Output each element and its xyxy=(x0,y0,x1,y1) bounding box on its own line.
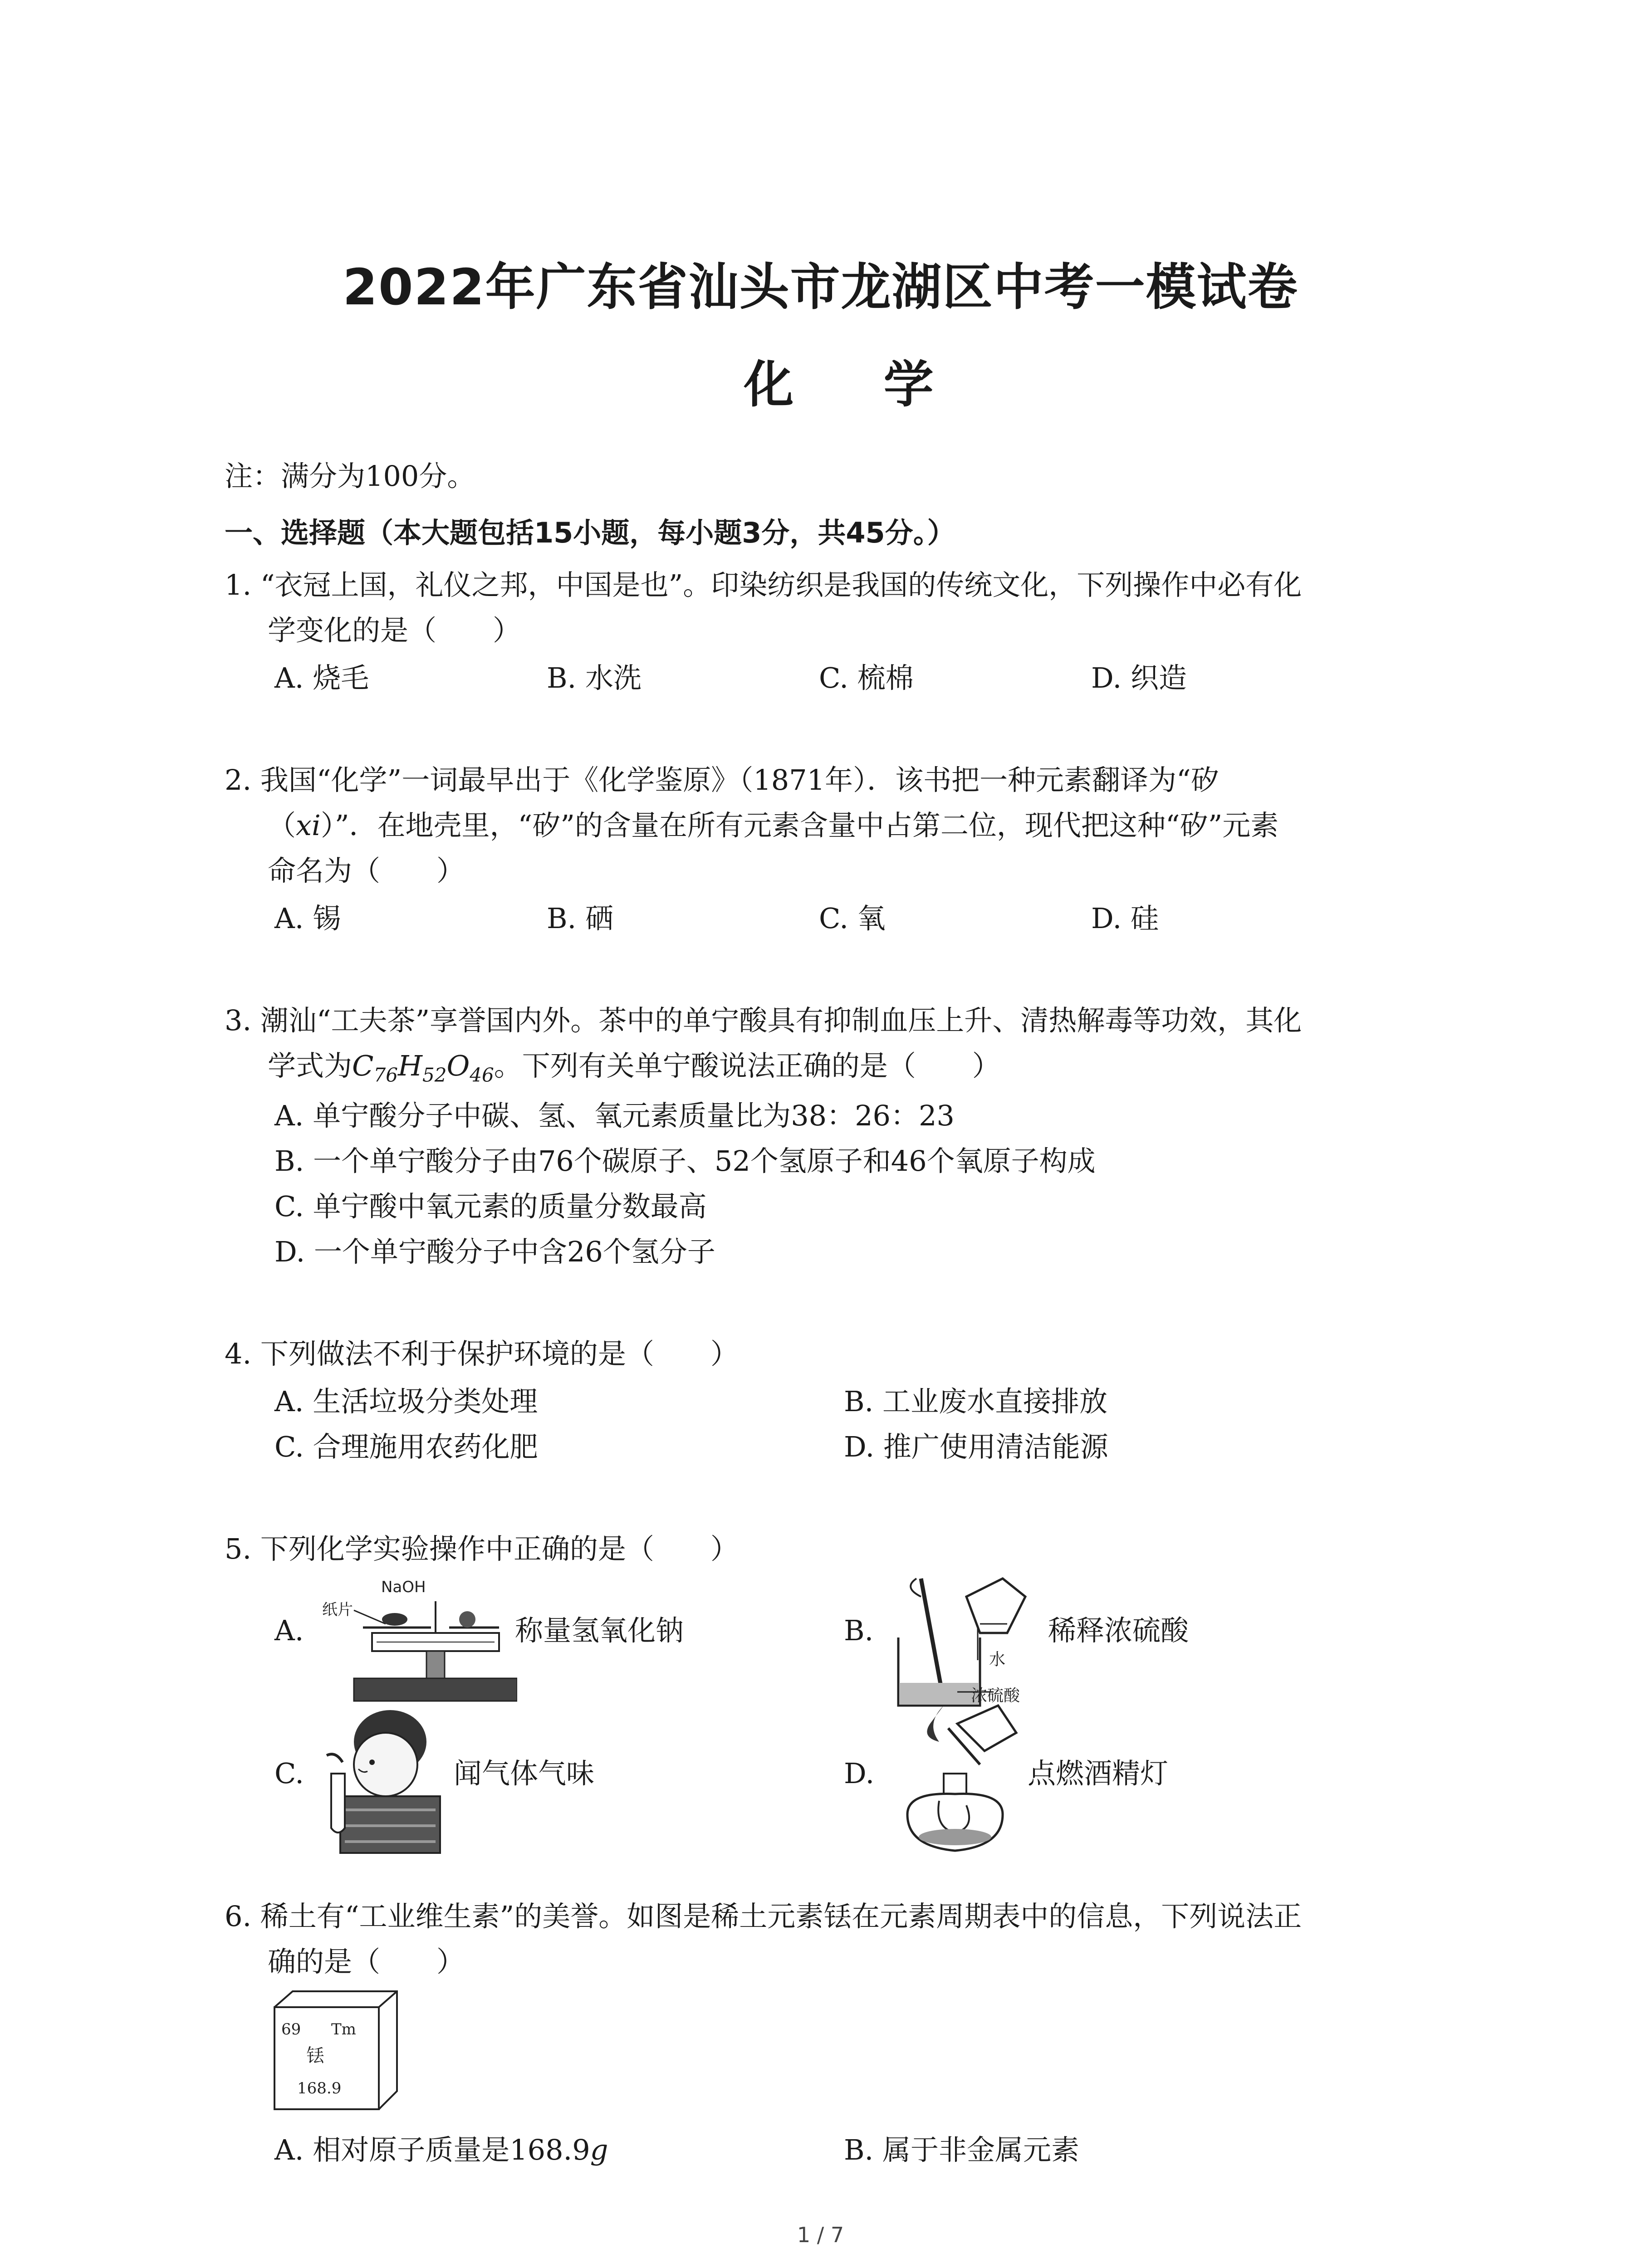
section-heading: 一、选择题（本大题包括15小题，每小题3分，共45分。） xyxy=(225,516,955,549)
alcohol-lamp-figure xyxy=(889,1696,1025,1860)
q5-option-c-text: 闻气体气味 xyxy=(454,1757,595,1790)
q1-option-a: A. 烧毛 xyxy=(274,661,369,694)
q5-option-d-letter: D. xyxy=(844,1757,875,1790)
q1-option-b: B. 水洗 xyxy=(547,661,642,694)
q2-option-b: B. 硒 xyxy=(547,902,613,935)
q4-option-b: B. 工业废水直接排放 xyxy=(844,1385,1107,1418)
fig-label-paper: 纸片 xyxy=(322,1601,353,1619)
fig-label-naoh: NaOH xyxy=(381,1578,426,1596)
q5-stem: 5. 下列化学实验操作中正确的是（ ） xyxy=(225,1532,739,1565)
q1-option-d: D. 织造 xyxy=(1091,661,1187,694)
q5-option-a-letter: A. xyxy=(274,1614,304,1647)
element-name: 铥 xyxy=(306,2045,324,2066)
element-card-figure xyxy=(272,1989,399,2112)
q6-stem-line1: 6. 稀土有“工业维生素”的美誉。如图是稀土元素铥在元素周期表中的信息，下列说法正 xyxy=(225,1900,1302,1933)
q2-stem-line1: 2. 我国“化学”一词最早出于《化学鉴原》（1871年）．该书把一种元素翻译为“矽 xyxy=(225,763,1219,797)
q5-option-b-letter: B. xyxy=(844,1614,874,1647)
score-note: 注：满分为100分。 xyxy=(225,459,475,493)
q3-option-b: B. 一个单宁酸分子由76个碳原子、52个氢原子和46个氧原子构成 xyxy=(274,1144,1096,1178)
q4-option-d: D. 推广使用清洁能源 xyxy=(844,1430,1108,1463)
smelling-gas-figure xyxy=(318,1706,454,1855)
q1-option-c: C. 梳棉 xyxy=(819,661,914,694)
q4-option-a: A. 生活垃圾分类处理 xyxy=(274,1385,538,1418)
q5-option-c-letter: C. xyxy=(274,1757,304,1790)
element-mass: 168.9 xyxy=(297,2079,342,2097)
subject-title: 化 学 xyxy=(744,356,970,414)
page-number: 1 / 7 xyxy=(797,2223,844,2247)
q3-stem-line1: 3. 潮汕“工夫茶”享誉国内外。茶中的单宁酸具有抑制血压上升、清热解毒等功效，其化 xyxy=(225,1004,1302,1037)
q1-stem-line1: 1. “衣冠上国，礼仪之邦，中国是也”。印染纺织是我国的传统文化，下列操作中必有化 xyxy=(225,568,1302,601)
fig-label-acid: 浓硫酸 xyxy=(971,1686,1020,1705)
q6-stem-line2: 确的是（ ） xyxy=(268,1945,465,1978)
q6-option-a: A. 相对原子质量是168.9g xyxy=(274,2133,608,2166)
q4-stem: 4. 下列做法不利于保护环境的是（ ） xyxy=(225,1337,739,1370)
q3-option-c: C. 单宁酸中氧元素的质量分数最高 xyxy=(274,1190,707,1223)
q2-option-c: C. 氧 xyxy=(819,902,886,935)
dilution-figure xyxy=(889,1569,1043,1715)
q2-option-d: D. 硅 xyxy=(1091,902,1159,935)
q5-option-d-text: 点燃酒精灯 xyxy=(1028,1757,1169,1790)
q6-option-b: B. 属于非金属元素 xyxy=(844,2133,1079,2166)
q3-option-a: A. 单宁酸分子中碳、氢、氧元素质量比为38：26：23 xyxy=(274,1099,955,1132)
q2-stem-line2: （xi）”．在地壳里，“矽”的含量在所有元素含量中占第二位，现代把这种“矽”元素 xyxy=(268,809,1279,842)
q4-option-c: C. 合理施用农药化肥 xyxy=(274,1430,538,1463)
q5-option-a-text: 称量氢氧化钠 xyxy=(515,1614,684,1647)
balance-scale-figure xyxy=(318,1574,517,1710)
fig-label-water: 水 xyxy=(989,1650,1006,1669)
q5-option-b-text: 稀释浓硫酸 xyxy=(1048,1614,1189,1647)
page-title: 2022年广东省汕头市龙湖区中考一模试卷 xyxy=(343,258,1298,316)
q3-formula: $C_{76}H_{52}O_{46}$ xyxy=(352,1049,494,1086)
element-symbol: Tm xyxy=(331,2020,356,2038)
q1-stem-line2: 学变化的是（ ） xyxy=(268,614,521,647)
q2-option-a: A. 锡 xyxy=(274,902,341,935)
element-number: 69 xyxy=(281,2020,301,2038)
q3-option-d: D. 一个单宁酸分子中含26个氢分子 xyxy=(274,1235,715,1268)
q2-stem-line3: 命名为（ ） xyxy=(268,854,465,887)
q3-stem-line2: 学式为$C_{76}H_{52}O_{46}$。下列有关单宁酸说法正确的是（ ） xyxy=(268,1049,1000,1086)
